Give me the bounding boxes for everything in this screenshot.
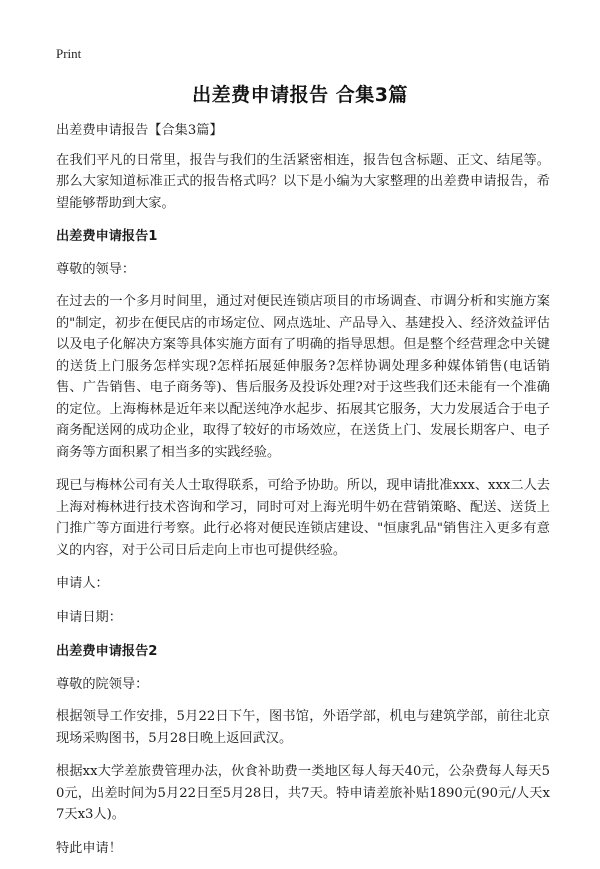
- report2-heading: 出差费申请报告2: [56, 644, 158, 659]
- document-body: [56, 120, 550, 869]
- report1-heading: 出差费申请报告1: [56, 229, 158, 244]
- report1-greeting: 尊敬的领导：: [56, 261, 136, 277]
- report1-paragraph-2: 现已与梅林公司有关人士取得联系，可给予协助。所以，现申请批准xxx、xxx二人去上海对梅林进行技术咨询和学习，同时可对上海光明牛奶在营销策略、配送、送货上门推广等方面进行考察。此行必将对便民连锁店建设、"恒康乳品"销售注入更多有意义的内容，对于公司日后走向上市也可提供经验。: [56, 478, 550, 558]
- report2-greeting: 尊敬的院领导：: [56, 676, 149, 692]
- report2-closing: 特此申请！: [56, 840, 122, 856]
- report2-paragraph-2: 根据xx大学差旅费管理办法，伙食补助费一类地区每人每天40元，公杂费每人每天50元，出差时间为5月22日至5月28日，共7天。特申请差旅补贴1890元(90元/人天x7天x3人)。: [56, 764, 550, 822]
- report1-applicant: 申请人：: [56, 576, 109, 591]
- intro-paragraph: 在我们平凡的日常里，报告与我们的生活紧密相连，报告包含标题、正文、结尾等。那么大家知道标准正式的报告格式吗？以下是小编为大家整理的出差费申请报告，希望能够帮助到大家。: [56, 152, 550, 211]
- print-link[interactable]: Print: [56, 46, 82, 61]
- report1-apply-date: 申请日期：: [56, 609, 122, 625]
- report1-paragraph-1: 在过去的一个多月时间里，通过对便民连锁店项目的市场调查、市调分析和实施方案的"制定，初步在便民店的市场定位、网点选址、产品导入、基建投入、经济效益评估以及电子化解决方案等具体实施方面有了明确的指导思想。但是整个经营理念中关键的送货上门服务怎样实现?怎样拓展延伸服务?怎样协调处理多种媒体销售(电话销售、广告销售、电子商务等)、售后服务及投诉处理?对于这些我们还未能有一个准确的定位。上海梅林是近年来以配送纯净水起步、拓展其它服务，大力发展适合于电子商务配送网的成功企业，取得了较好的市场效应，在送货上门、发展长期客户、电子商务等方面积累了相当多的实践经验。: [56, 294, 550, 460]
- report2-paragraph-1: 根据领导工作安排，5月22日下午，图书馆，外语学部，机电与建筑学部，前往北京现场采购图书，5月28日晚上返回武汉。: [56, 709, 550, 746]
- document-title: 出差费申请报告 合集3篇: [192, 84, 408, 106]
- document-subtitle: 出差费申请报告【合集3篇】: [56, 123, 223, 138]
